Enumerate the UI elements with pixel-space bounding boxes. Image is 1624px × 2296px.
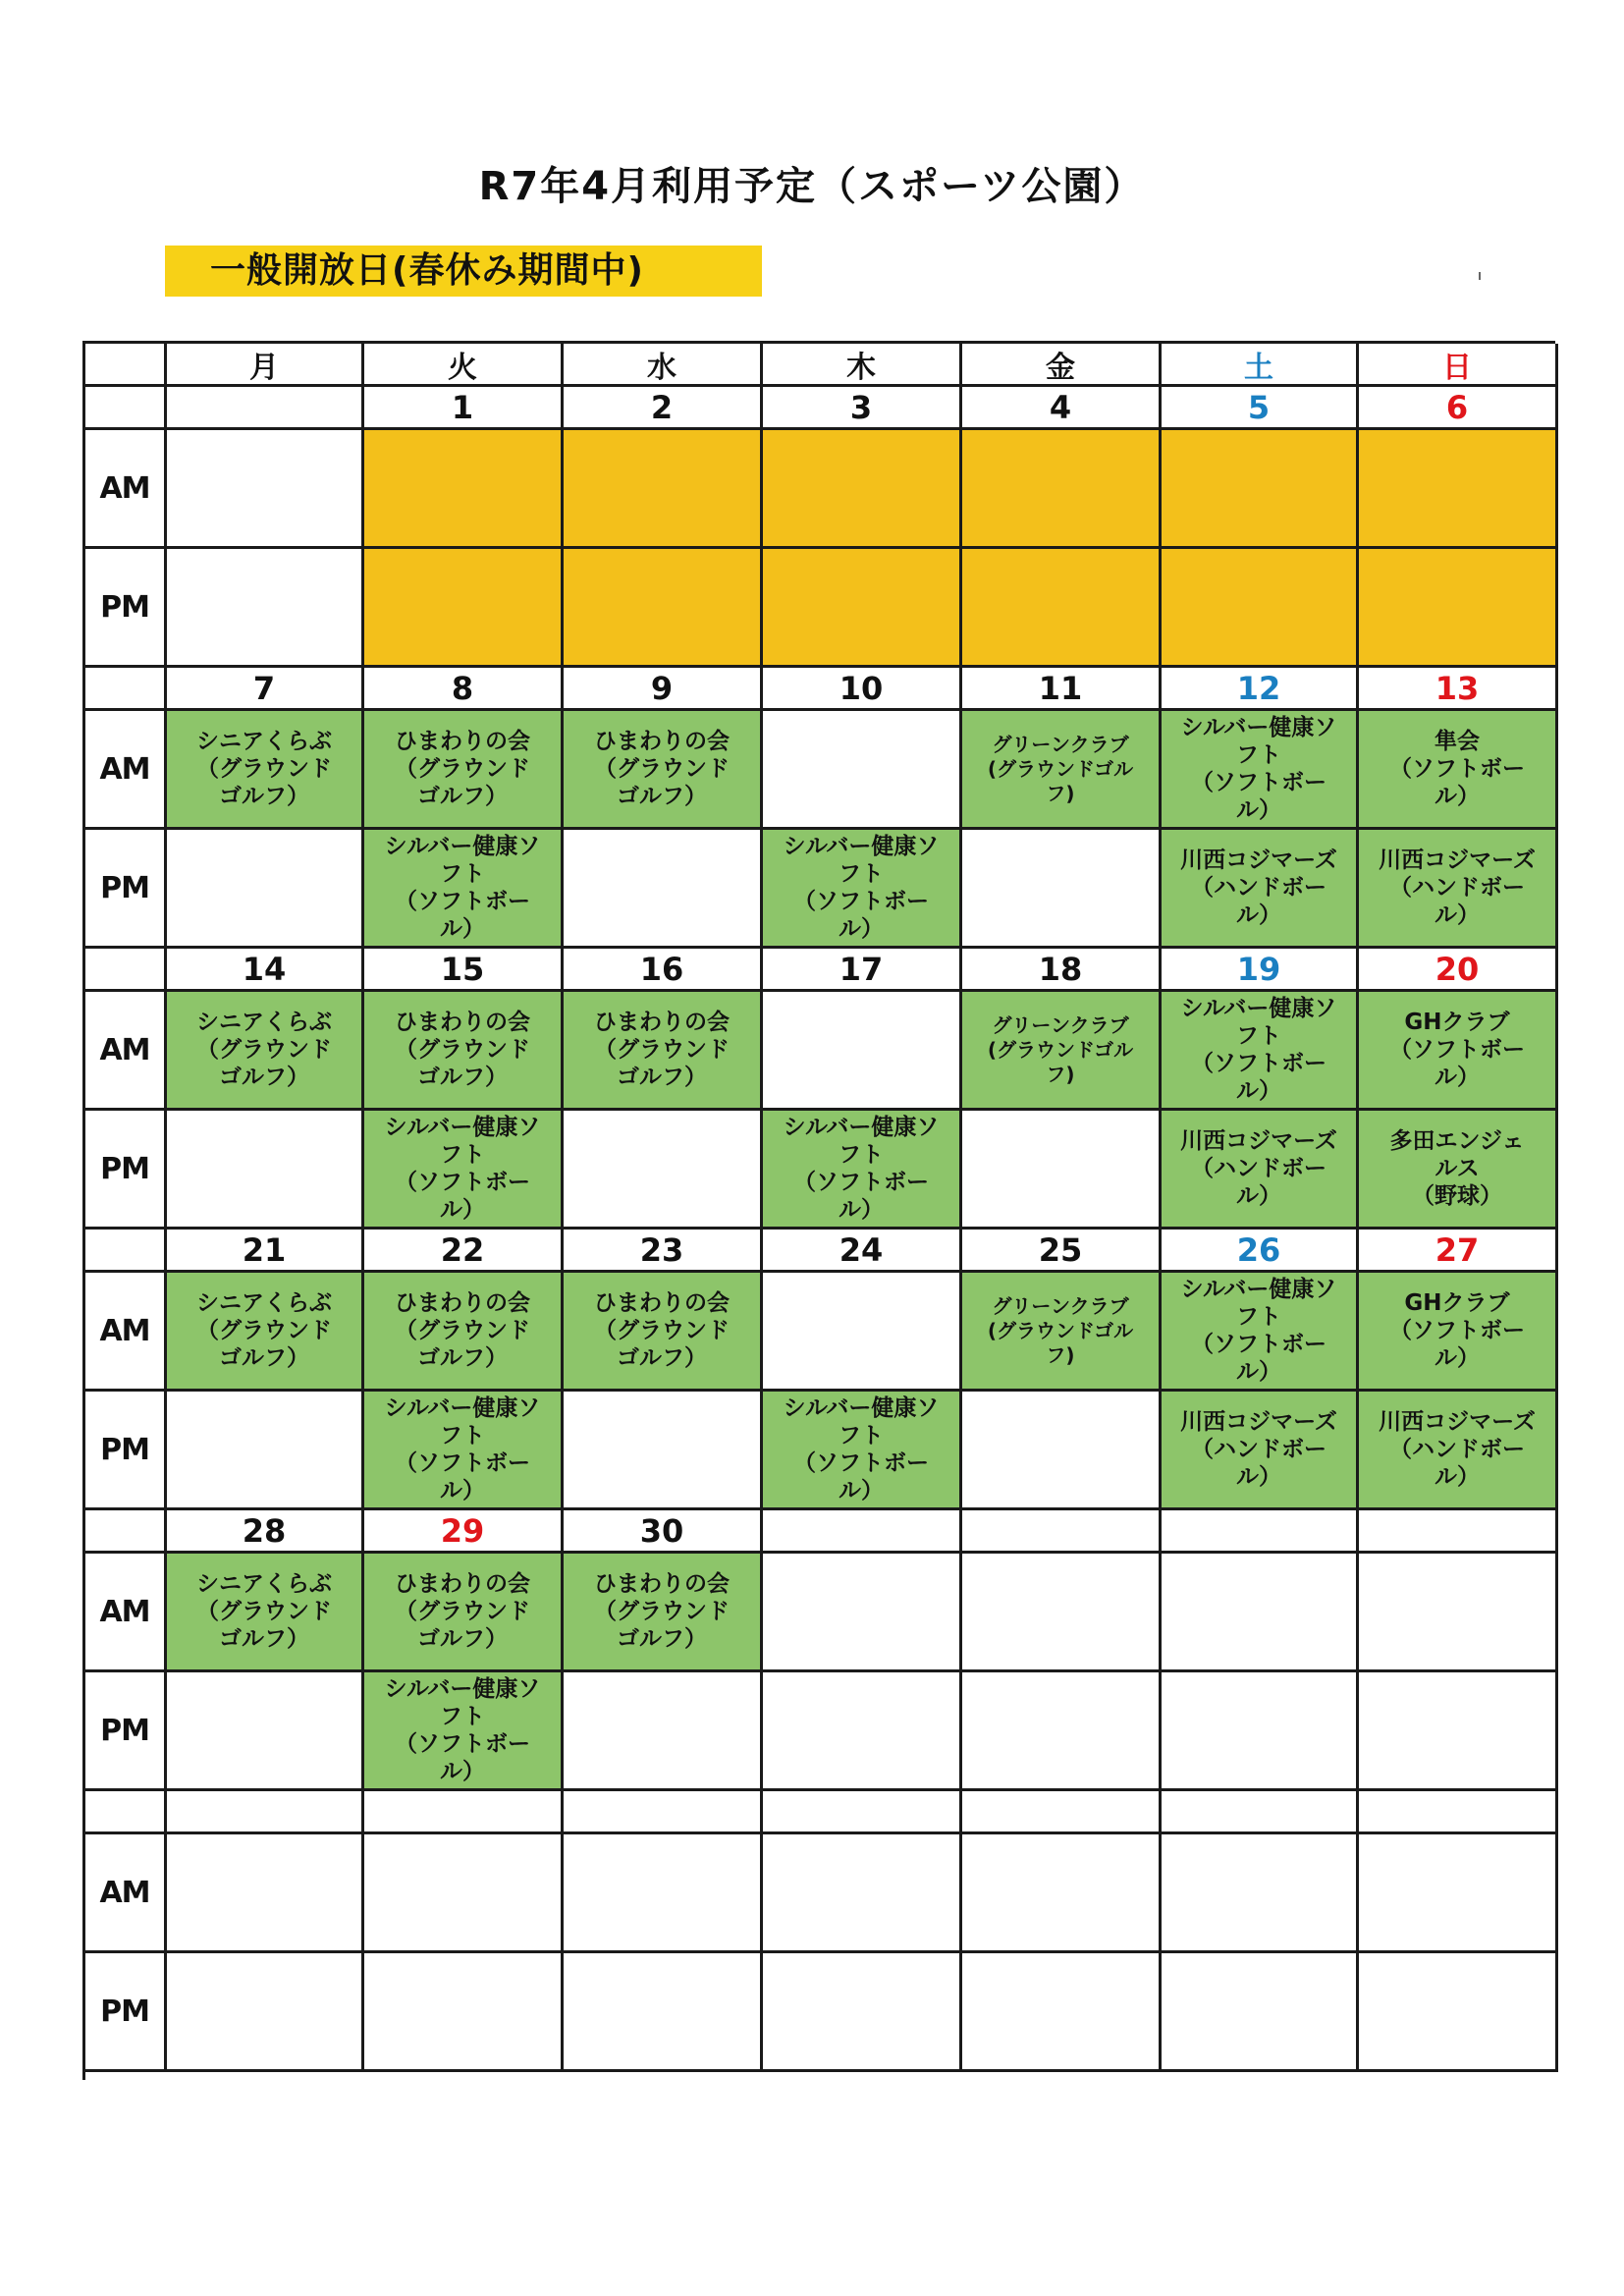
weekday-header: 水 bbox=[564, 344, 763, 387]
empty-slot bbox=[763, 1273, 962, 1392]
date-number: 13 bbox=[1359, 668, 1558, 711]
date-number: 14 bbox=[167, 949, 364, 992]
empty-slot bbox=[962, 1554, 1162, 1672]
empty-slot bbox=[962, 1834, 1162, 1953]
schedule-entry: 川西コジマーズ （ハンドボー ル） bbox=[1162, 830, 1359, 949]
schedule-entry: GHクラブ （ソフトボー ル） bbox=[1359, 992, 1558, 1111]
schedule-entry: シルバー健康ソ フト （ソフトボー ル） bbox=[763, 830, 962, 949]
schedule-entry: ひまわりの会 （グラウンド ゴルフ） bbox=[564, 711, 763, 830]
date-number: 23 bbox=[564, 1230, 763, 1273]
empty-slot bbox=[167, 549, 364, 668]
open-day-slot bbox=[962, 430, 1162, 549]
date-number bbox=[1162, 1791, 1359, 1834]
schedule-entry: グリーンクラブ (グラウンドゴル フ) bbox=[962, 711, 1162, 830]
schedule-entry: 川西コジマーズ （ハンドボー ル） bbox=[1162, 1111, 1359, 1230]
empty-slot bbox=[364, 1834, 564, 1953]
empty-slot bbox=[167, 1834, 364, 1953]
date-number: 30 bbox=[564, 1510, 763, 1554]
weekday-header: 土 bbox=[1162, 344, 1359, 387]
schedule-entry: ひまわりの会 （グラウンド ゴルフ） bbox=[564, 1273, 763, 1392]
date-number: 19 bbox=[1162, 949, 1359, 992]
empty-slot bbox=[763, 1672, 962, 1791]
date-number: 29 bbox=[364, 1510, 564, 1554]
date-label-cell bbox=[85, 1791, 167, 1834]
weekday-header: 日 bbox=[1359, 344, 1558, 387]
date-number bbox=[364, 1791, 564, 1834]
schedule-entry: グリーンクラブ (グラウンドゴル フ) bbox=[962, 1273, 1162, 1392]
empty-slot bbox=[167, 1953, 364, 2072]
empty-slot bbox=[167, 1672, 364, 1791]
date-number bbox=[1359, 1791, 1558, 1834]
date-number: 4 bbox=[962, 387, 1162, 430]
schedule-entry: ひまわりの会 （グラウンド ゴルフ） bbox=[564, 1554, 763, 1672]
am-label: AM bbox=[85, 1554, 167, 1672]
empty-slot bbox=[1359, 1834, 1558, 1953]
date-label-cell bbox=[85, 1230, 167, 1273]
date-number: 2 bbox=[564, 387, 763, 430]
empty-slot bbox=[763, 1834, 962, 1953]
schedule-entry: 川西コジマーズ （ハンドボー ル） bbox=[1359, 830, 1558, 949]
schedule-entry: シルバー健康ソ フト （ソフトボー ル） bbox=[364, 830, 564, 949]
open-day-slot bbox=[763, 430, 962, 549]
open-day-slot bbox=[1162, 549, 1359, 668]
empty-slot bbox=[962, 1953, 1162, 2072]
date-number: 22 bbox=[364, 1230, 564, 1273]
date-number: 25 bbox=[962, 1230, 1162, 1273]
schedule-entry: シルバー健康ソ フト （ソフトボー ル） bbox=[1162, 711, 1359, 830]
open-day-slot bbox=[364, 549, 564, 668]
schedule-entry: シルバー健康ソ フト （ソフトボー ル） bbox=[1162, 1273, 1359, 1392]
pm-label: PM bbox=[85, 1672, 167, 1791]
page-title: R7年4月利用予定（スポーツ公園） bbox=[478, 164, 1146, 209]
pm-label: PM bbox=[85, 549, 167, 668]
empty-slot bbox=[167, 430, 364, 549]
date-label-cell bbox=[85, 1510, 167, 1554]
schedule-entry: シルバー健康ソ フト （ソフトボー ル） bbox=[364, 1111, 564, 1230]
pm-label: PM bbox=[85, 1392, 167, 1510]
empty-slot bbox=[1162, 1953, 1359, 2072]
empty-slot bbox=[962, 1111, 1162, 1230]
empty-slot bbox=[564, 1672, 763, 1791]
empty-slot bbox=[1162, 1672, 1359, 1791]
calendar-grid bbox=[82, 341, 1555, 2080]
pm-label: PM bbox=[85, 830, 167, 949]
schedule-entry: GHクラブ （ソフトボー ル） bbox=[1359, 1273, 1558, 1392]
empty-slot bbox=[962, 1392, 1162, 1510]
open-day-slot bbox=[1359, 430, 1558, 549]
empty-slot bbox=[763, 711, 962, 830]
empty-slot bbox=[564, 1111, 763, 1230]
schedule-entry: 多田エンジェ ルス （野球） bbox=[1359, 1111, 1558, 1230]
am-label: AM bbox=[85, 1273, 167, 1392]
open-day-slot bbox=[962, 549, 1162, 668]
date-number: 15 bbox=[364, 949, 564, 992]
date-number: 7 bbox=[167, 668, 364, 711]
empty-slot bbox=[564, 830, 763, 949]
pm-label: PM bbox=[85, 1953, 167, 2072]
open-day-slot bbox=[1162, 430, 1359, 549]
open-day-slot bbox=[364, 430, 564, 549]
date-number: 12 bbox=[1162, 668, 1359, 711]
weekday-header: 月 bbox=[167, 344, 364, 387]
empty-slot bbox=[962, 830, 1162, 949]
scan-mark bbox=[1479, 272, 1481, 280]
date-number: 10 bbox=[763, 668, 962, 711]
date-number: 8 bbox=[364, 668, 564, 711]
schedule-entry: シニアくらぶ （グラウンド ゴルフ） bbox=[167, 711, 364, 830]
schedule-entry: グリーンクラブ (グラウンドゴル フ) bbox=[962, 992, 1162, 1111]
empty-slot bbox=[1359, 1672, 1558, 1791]
empty-slot bbox=[763, 992, 962, 1111]
schedule-entry: ひまわりの会 （グラウンド ゴルフ） bbox=[564, 992, 763, 1111]
date-number: 5 bbox=[1162, 387, 1359, 430]
empty-slot bbox=[564, 1953, 763, 2072]
date-number: 20 bbox=[1359, 949, 1558, 992]
date-number: 24 bbox=[763, 1230, 962, 1273]
date-number: 6 bbox=[1359, 387, 1558, 430]
date-number bbox=[763, 1791, 962, 1834]
pm-label: PM bbox=[85, 1111, 167, 1230]
empty-slot bbox=[1162, 1834, 1359, 1953]
schedule-entry: シニアくらぶ （グラウンド ゴルフ） bbox=[167, 1554, 364, 1672]
weekday-header: 木 bbox=[763, 344, 962, 387]
empty-slot bbox=[564, 1392, 763, 1510]
open-day-slot bbox=[1359, 549, 1558, 668]
date-number bbox=[962, 1510, 1162, 1554]
empty-slot bbox=[167, 1392, 364, 1510]
empty-slot bbox=[1162, 1554, 1359, 1672]
date-number: 1 bbox=[364, 387, 564, 430]
am-label: AM bbox=[85, 430, 167, 549]
empty-slot bbox=[962, 1672, 1162, 1791]
date-number: 27 bbox=[1359, 1230, 1558, 1273]
schedule-entry: シルバー健康ソ フト （ソフトボー ル） bbox=[763, 1392, 962, 1510]
date-label-cell bbox=[85, 387, 167, 430]
date-number: 9 bbox=[564, 668, 763, 711]
open-day-slot bbox=[564, 430, 763, 549]
schedule-entry: ひまわりの会 （グラウンド ゴルフ） bbox=[364, 992, 564, 1111]
empty-slot bbox=[167, 830, 364, 949]
date-number: 17 bbox=[763, 949, 962, 992]
open-day-slot bbox=[763, 549, 962, 668]
date-number: 18 bbox=[962, 949, 1162, 992]
weekday-header: 金 bbox=[962, 344, 1162, 387]
date-number: 3 bbox=[763, 387, 962, 430]
empty-slot bbox=[763, 1953, 962, 2072]
am-label: AM bbox=[85, 1834, 167, 1953]
date-number bbox=[167, 387, 364, 430]
date-number: 21 bbox=[167, 1230, 364, 1273]
date-label-cell bbox=[85, 668, 167, 711]
date-number bbox=[962, 1791, 1162, 1834]
date-number bbox=[564, 1791, 763, 1834]
schedule-entry: ひまわりの会 （グラウンド ゴルフ） bbox=[364, 1273, 564, 1392]
date-number bbox=[1359, 1510, 1558, 1554]
schedule-entry: シニアくらぶ （グラウンド ゴルフ） bbox=[167, 992, 364, 1111]
schedule-entry: シルバー健康ソ フト （ソフトボー ル） bbox=[763, 1111, 962, 1230]
schedule-entry: 川西コジマーズ （ハンドボー ル） bbox=[1162, 1392, 1359, 1510]
empty-slot bbox=[364, 1953, 564, 2072]
schedule-entry: シルバー健康ソ フト （ソフトボー ル） bbox=[364, 1392, 564, 1510]
schedule-entry: ひまわりの会 （グラウンド ゴルフ） bbox=[364, 1554, 564, 1672]
schedule-entry: 隼会 （ソフトボー ル） bbox=[1359, 711, 1558, 830]
date-label-cell bbox=[85, 949, 167, 992]
legend-open-day: 一般開放日(春休み期間中) bbox=[165, 246, 762, 297]
schedule-entry: ひまわりの会 （グラウンド ゴルフ） bbox=[364, 711, 564, 830]
date-number bbox=[167, 1791, 364, 1834]
am-label: AM bbox=[85, 992, 167, 1111]
empty-slot bbox=[763, 1554, 962, 1672]
am-label: AM bbox=[85, 711, 167, 830]
open-day-slot bbox=[564, 549, 763, 668]
date-number: 11 bbox=[962, 668, 1162, 711]
schedule-entry: シルバー健康ソ フト （ソフトボー ル） bbox=[1162, 992, 1359, 1111]
date-number: 16 bbox=[564, 949, 763, 992]
date-number: 28 bbox=[167, 1510, 364, 1554]
schedule-entry: シニアくらぶ （グラウンド ゴルフ） bbox=[167, 1273, 364, 1392]
empty-slot bbox=[1359, 1554, 1558, 1672]
date-number: 26 bbox=[1162, 1230, 1359, 1273]
empty-slot bbox=[564, 1834, 763, 1953]
schedule-entry: シルバー健康ソ フト （ソフトボー ル） bbox=[364, 1672, 564, 1791]
schedule-entry: 川西コジマーズ （ハンドボー ル） bbox=[1359, 1392, 1558, 1510]
corner-cell bbox=[85, 344, 167, 387]
empty-slot bbox=[167, 1111, 364, 1230]
date-number bbox=[1162, 1510, 1359, 1554]
empty-slot bbox=[1359, 1953, 1558, 2072]
weekday-header: 火 bbox=[364, 344, 564, 387]
date-number bbox=[763, 1510, 962, 1554]
